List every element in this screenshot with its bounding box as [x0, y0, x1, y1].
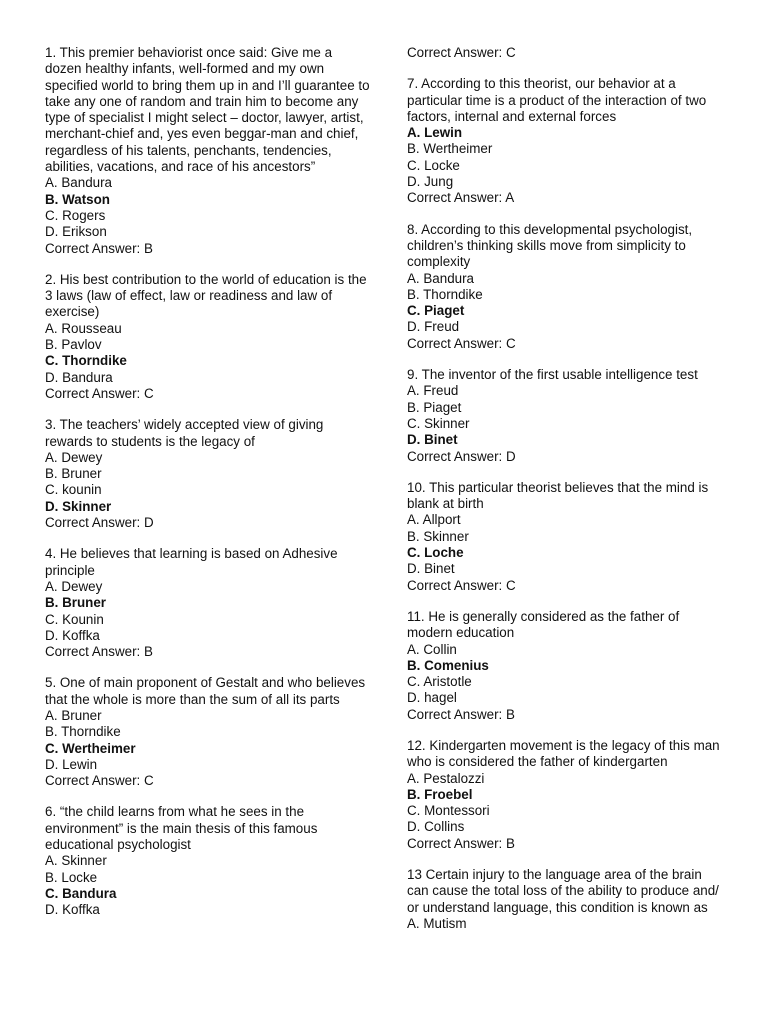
answer-option: C. Kounin	[45, 611, 104, 627]
question-text: 7. According to this theorist, our behavior at a particular time is a product of the interaction of two factors, internal and external forces	[407, 76, 707, 124]
question-text: 5. One of main proponent of Gestalt and who believes that the whole is more than the sum of all its parts	[45, 675, 366, 707]
question-text: 12. Kindergarten movement is the legacy of this man who is considered the father of kindergarten	[407, 737, 720, 770]
question-block	[407, 222, 727, 352]
answer-option: D. hagel	[407, 690, 457, 706]
correct-option: C. Thorndike	[45, 353, 127, 369]
correct-option: A. Lewin	[407, 125, 463, 141]
answer-option: D. Koffka	[45, 902, 100, 918]
question-text: 1. This premier behaviorist once said: Give me a dozen healthy infants, well-formed and my own specified world to bring them up in and I’ll guarantee to take any one of random and train him to become any type of specialist I might select – doctor, lawyer, artist, merchant-chief and, yes even beggar-man and chief, regardless of his talents, penchants, tendencies, abilities, vacations, and race of his ancestors”	[45, 45, 370, 175]
answer-option: C. Montessori	[407, 803, 490, 819]
correct-answer-line: Correct Answer: D	[407, 448, 516, 464]
question-block	[407, 76, 727, 206]
answer-option: A. Skinner	[45, 853, 107, 869]
right-question-list	[407, 76, 727, 932]
answer-option: D. Collins	[407, 819, 465, 835]
answer-option: C. Rogers	[45, 207, 106, 223]
correct-answer-line: Correct Answer: C	[407, 577, 516, 593]
answer-option: D. Koffka	[45, 627, 100, 643]
answer-option: D. Lewin	[45, 756, 98, 772]
question-text: 3. The teachers’ widely accepted view of giving rewards to students is the legacy of	[45, 417, 324, 449]
question-text: 8. According to this developmental psychologist, children’s thinking skills move from simplicity to complexity	[407, 221, 693, 270]
correct-option: B. Watson	[45, 191, 110, 207]
question-text: 9. The inventor of the first usable intelligence test	[407, 367, 698, 383]
question-block	[45, 804, 370, 918]
answer-option: B. Piaget	[407, 399, 462, 415]
correct-option: C. Bandura	[45, 885, 117, 901]
correct-answer-line: Correct Answer: B	[45, 644, 153, 660]
correct-option: C. Piaget	[407, 303, 465, 319]
question-block	[45, 272, 370, 402]
correct-option: D. Binet	[407, 432, 458, 448]
correct-answer-line: Correct Answer: B	[407, 835, 515, 851]
question-text: 4. He believes that learning is based on Adhesive principle	[45, 546, 338, 578]
correct-option: C. Wertheimer	[45, 740, 136, 756]
answer-option: D. Erikson	[45, 224, 107, 240]
question-text: 13 Certain injury to the language area of the brain can cause the total loss of the ability to produce and/ or understand language, this condition is known as	[407, 867, 719, 915]
question-block	[407, 867, 727, 932]
answer-option: A. Collin	[407, 641, 457, 657]
correct-option: D. Skinner	[45, 498, 112, 514]
answer-option: A. Bandura	[45, 175, 112, 191]
answer-option: A. Dewey	[45, 578, 103, 594]
correct-answer-line: Correct Answer: A	[407, 190, 515, 206]
answer-option: A. Rousseau	[45, 320, 122, 336]
answer-option: B. Thorndike	[45, 724, 121, 740]
correct-answer-line: Correct Answer: C	[45, 385, 154, 401]
left-column	[45, 45, 370, 934]
question-text: 10. This particular theorist believes that the mind is blank at birth	[407, 479, 709, 512]
answer-option: B. Wertheimer	[407, 141, 493, 157]
answer-option: B. Thorndike	[407, 286, 483, 302]
answer-option: C. Locke	[407, 157, 460, 173]
question-block	[407, 480, 727, 594]
answer-option: A. Bandura	[407, 270, 474, 286]
answer-option: D. Binet	[407, 561, 455, 577]
question-block	[407, 738, 727, 852]
question-block	[45, 417, 370, 531]
question-block	[45, 546, 370, 660]
right-column	[407, 45, 727, 947]
correct-answer-line: Correct Answer: C	[45, 773, 154, 789]
answer-option: A. Allport	[407, 512, 461, 528]
answer-option: A. Mutism	[407, 915, 467, 931]
question-text: 11. He is generally considered as the father of modern education	[407, 608, 680, 641]
answer-option: C. Skinner	[407, 415, 470, 431]
question-block	[45, 675, 370, 789]
answer-option: B. Pavlov	[45, 337, 102, 353]
answer-option: D. Bandura	[45, 369, 113, 385]
question-text: 6. “the child learns from what he sees in the environment” is the main thesis of this famous educational psychologist	[45, 804, 318, 853]
answer-option: B. Bruner	[45, 466, 102, 482]
question-block	[407, 367, 727, 465]
answer-option: A. Bruner	[45, 707, 102, 723]
answer-option: A. Pestalozzi	[407, 770, 485, 786]
correct-option: B. Bruner	[45, 595, 107, 611]
answer-option: D. Freud	[407, 319, 460, 335]
correct-option: B. Comenius	[407, 657, 489, 673]
answer-option: A. Freud	[407, 383, 459, 399]
question-block	[45, 45, 370, 257]
answer-option: C. kounin	[45, 482, 102, 498]
correct-answer-line: Correct Answer: D	[45, 515, 154, 531]
correct-option: C. Loche	[407, 545, 464, 561]
correct-answer-line: Correct Answer: C	[407, 335, 516, 351]
answer-option: C. Aristotle	[407, 674, 472, 690]
carried-over-answer: Correct Answer: C	[407, 45, 516, 60]
question-text: 2. His best contribution to the world of education is the 3 laws (law of effect, law or readiness and law of exercise)	[45, 271, 367, 320]
correct-option: B. Froebel	[407, 786, 473, 802]
answer-option: B. Locke	[45, 869, 98, 885]
answer-option: A. Dewey	[45, 449, 103, 465]
answer-option: B. Skinner	[407, 528, 469, 544]
correct-answer-line: Correct Answer: B	[45, 240, 153, 256]
answer-option: D. Jung	[407, 174, 454, 190]
question-block	[407, 609, 727, 723]
correct-answer-line: Correct Answer: B	[407, 706, 515, 722]
